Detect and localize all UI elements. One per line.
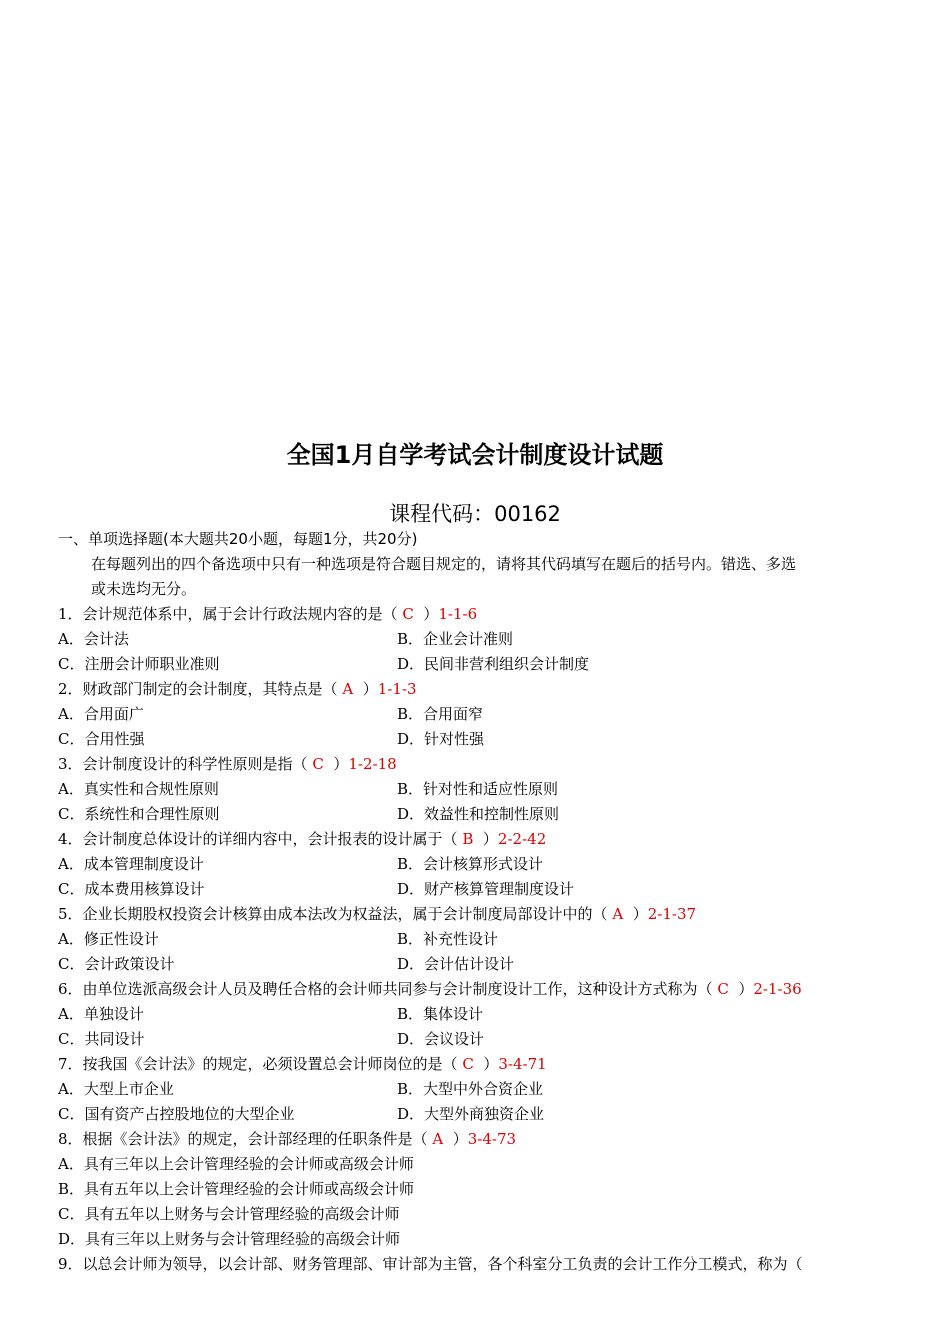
question-stem <box>58 752 898 777</box>
question-text: 2．财政部门制定的会计制度，其特点是（ <box>58 680 338 698</box>
option-item: D．大型外商独资企业 <box>397 1105 545 1123</box>
answer-mark: C <box>312 755 324 773</box>
option-item: D．财产核算管理制度设计 <box>397 880 575 898</box>
option-item: A．具有三年以上会计管理经验的会计师或高级会计师 <box>58 1155 414 1173</box>
chapter-reference: 3-4-71 <box>498 1055 547 1073</box>
option-item: A．合用面广 <box>58 705 144 723</box>
answer-mark: C <box>462 1055 474 1073</box>
option-row <box>58 1102 898 1127</box>
answer-mark: B <box>462 830 474 848</box>
option-row <box>58 727 898 752</box>
option-row <box>58 1002 898 1027</box>
option-item: A．会计法 <box>58 630 129 648</box>
option-item: A．修正性设计 <box>58 930 159 948</box>
option-row <box>58 777 898 802</box>
option-item: B．集体设计 <box>397 1005 484 1023</box>
answer-mark: C <box>402 605 414 623</box>
option-item: A．成本管理制度设计 <box>58 855 204 873</box>
exam-content <box>58 527 898 1277</box>
option-item: C．国有资产占控股地位的大型企业 <box>58 1105 295 1123</box>
closing-bracket: ） <box>632 905 648 923</box>
option-item: A．单独设计 <box>58 1005 144 1023</box>
option-row <box>58 652 898 677</box>
option-item: B．大型中外合资企业 <box>397 1080 544 1098</box>
chapter-reference: 1-1-6 <box>438 605 478 623</box>
option-row <box>58 1077 898 1102</box>
question-stem <box>58 977 898 1002</box>
question-text: 7．按我国《会计法》的规定，必须设置总会计师岗位的是（ <box>58 1055 458 1073</box>
answer-mark: A <box>612 905 624 923</box>
closing-bracket: ） <box>452 1130 468 1148</box>
closing-bracket: ） <box>423 605 439 623</box>
closing-bracket: ） <box>482 830 498 848</box>
option-item: D．会议设计 <box>397 1030 485 1048</box>
closing-bracket: ） <box>483 1055 499 1073</box>
chapter-reference: 2-2-42 <box>497 830 547 848</box>
option-row <box>58 952 898 977</box>
question-text: 8．根据《会计法》的规定，会计部经理的任职条件是（ <box>58 1130 428 1148</box>
option-item: D．会计估计设计 <box>397 955 515 973</box>
closing-bracket: ） <box>333 755 349 773</box>
option-item: D．具有三年以上财务与会计管理经验的高级会计师 <box>58 1230 401 1248</box>
option-row <box>58 802 898 827</box>
option-row <box>58 852 898 877</box>
question-text: 3．会计制度设计的科学性原则是指（ <box>58 755 308 773</box>
chapter-reference: 3-4-73 <box>467 1130 517 1148</box>
option-item: D．效益性和控制性原则 <box>397 805 560 823</box>
question-text: 9．以总会计师为领导，以会计部、财务管理部、审计部为主管，各个科室分工负责的会计工作分工模式，称为（ <box>58 1255 803 1273</box>
option-item: C．系统性和合理性原则 <box>58 805 220 823</box>
answer-mark: A <box>432 1130 444 1148</box>
question-stem <box>58 1052 898 1077</box>
question-stem <box>58 1252 898 1277</box>
answer-mark: A <box>342 680 354 698</box>
question-text: 5．企业长期股权投资会计核算由成本法改为权益法，属于会计制度局部设计中的（ <box>58 905 608 923</box>
option-item: A．真实性和合规性原则 <box>58 780 219 798</box>
section-heading: 一、单项选择题(本大题共20小题，每题1分，共20分) <box>58 530 418 548</box>
option-item: C．具有五年以上财务与会计管理经验的高级会计师 <box>58 1205 400 1223</box>
closing-bracket: ） <box>362 680 378 698</box>
question-stem <box>58 1127 898 1152</box>
option-item: C．注册会计师职业准则 <box>58 655 220 673</box>
question-list <box>58 602 898 1277</box>
question-stem <box>58 677 898 702</box>
course-code: 课程代码：00162 <box>389 502 561 526</box>
chapter-reference: 2-1-37 <box>647 905 697 923</box>
question-stem <box>58 602 898 627</box>
chapter-reference: 1-2-18 <box>348 755 397 773</box>
option-item: B．具有五年以上会计管理经验的会计师或高级会计师 <box>58 1180 415 1198</box>
question-text: 4．会计制度总体设计的详细内容中，会计报表的设计属于（ <box>58 830 458 848</box>
chapter-reference: 2-1-36 <box>753 980 802 998</box>
option-item: D．针对性强 <box>397 730 485 748</box>
question-text: 6．由单位选派高级会计人员及聘任合格的会计师共同参与会计制度设计工作，这种设计方式称为（ <box>58 980 713 998</box>
option-item: B．合用面窄 <box>397 705 484 723</box>
page-title: 全国1月自学考试会计制度设计试题 <box>286 441 664 469</box>
option-item: A．大型上市企业 <box>58 1080 174 1098</box>
option-row <box>58 1027 898 1052</box>
option-row <box>58 627 898 652</box>
option-item: B．针对性和适应性原则 <box>397 780 559 798</box>
answer-mark: C <box>717 980 729 998</box>
option-item: B．企业会计准则 <box>397 630 514 648</box>
option-item: B．会计核算形式设计 <box>397 855 544 873</box>
option-item: C．合用性强 <box>58 730 145 748</box>
chapter-reference: 1-1-3 <box>377 680 417 698</box>
option-item: B．补充性设计 <box>397 930 499 948</box>
option-item: D．民间非营利组织会计制度 <box>397 655 590 673</box>
option-item: C．会计政策设计 <box>58 955 175 973</box>
question-text: 1．会计规范体系中，属于会计行政法规内容的是（ <box>58 605 398 623</box>
option-row <box>58 927 898 952</box>
question-stem <box>58 902 898 927</box>
question-stem <box>58 827 898 852</box>
option-item: C．共同设计 <box>58 1030 145 1048</box>
instruction-line-2: 或未选均无分。 <box>91 580 197 598</box>
option-item: C．成本费用核算设计 <box>58 880 205 898</box>
closing-bracket: ） <box>738 980 754 998</box>
option-row <box>58 702 898 727</box>
instruction-line-1: 在每题列出的四个备选项中只有一种选项是符合题目规定的，请将其代码填写在题后的括号内。错选、多选 <box>91 555 797 573</box>
option-row <box>58 877 898 902</box>
